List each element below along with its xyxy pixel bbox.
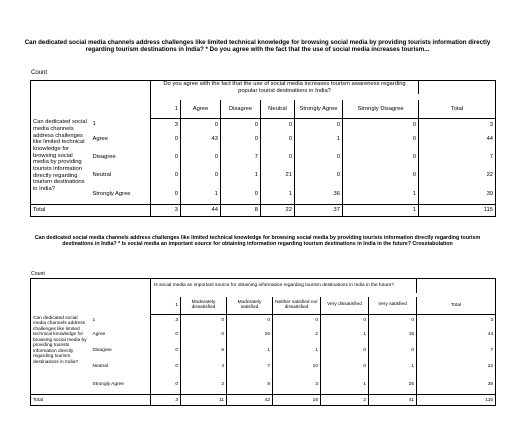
table1-row-variable-label: Can dedicated social media channels address challenges like limited technical knowledge for browsing social media by providing tourists information directly regarding tourism destinations in India?	[31, 118, 91, 204]
table2-column-header: Total	[417, 297, 496, 315]
table-cell: 7	[419, 148, 496, 166]
table2-column-variable-header: Is social media an important source for obtaining information regarding tourism destinations in India in the future?	[151, 279, 417, 293]
table-row	[31, 343, 496, 359]
table-cell: 0	[321, 359, 369, 375]
table-cell: 21	[261, 166, 295, 184]
table2-column-header: Very dissatisfied	[321, 297, 369, 315]
table-cell: 3	[151, 315, 181, 327]
table-row	[31, 359, 496, 375]
table-cell: 8	[221, 204, 261, 216]
table-cell: 2	[181, 375, 227, 395]
table-cell: 3	[419, 118, 496, 130]
table-cell: 44	[181, 204, 221, 216]
table2-column-header: Neither satisfied nor dissatisfied	[273, 297, 321, 315]
table-cell: 2	[273, 327, 321, 343]
row-category-label: Neutral	[91, 359, 151, 375]
table-cell: 0	[151, 327, 181, 343]
table-cell: 0	[261, 130, 295, 148]
table-cell: 0	[151, 166, 181, 184]
table-cell: 3	[151, 395, 181, 406]
table1-column-header: Agree	[181, 100, 221, 118]
table-cell: 0	[151, 130, 181, 148]
table-cell: 2	[321, 395, 369, 406]
table-cell: 3	[151, 204, 181, 216]
table-row	[31, 130, 496, 148]
table1-column-header: Strongly Disagree	[343, 100, 419, 118]
table1-column-header: Disagree	[221, 100, 261, 118]
table-row	[31, 327, 496, 343]
table-cell: 22	[261, 204, 295, 216]
table-cell: 0	[221, 118, 261, 130]
table1-count-label: Count	[31, 70, 48, 76]
table1-column-header: 1	[151, 100, 181, 118]
table2-column-header: Very satisfied	[369, 297, 417, 315]
table-cell: 0	[295, 148, 343, 166]
table-cell: 1	[343, 184, 419, 204]
table-cell: 1	[321, 327, 369, 343]
table-cell: 44	[419, 130, 496, 148]
table-cell: 39	[419, 184, 496, 204]
table-cell: 22	[417, 359, 496, 375]
table2-row-variable-label: Can dedicated social media channels address challenges like limited technical knowledge for browsing social media by providing tourists information directly regarding tourism destinations in India?	[31, 315, 91, 395]
table-cell: 1	[181, 184, 221, 204]
row-category-label: Strongly Agree	[91, 375, 151, 395]
table-cell: 0	[181, 315, 227, 327]
table-cell: 0	[221, 184, 261, 204]
table-cell: 5	[181, 343, 227, 359]
table-cell: 0	[295, 166, 343, 184]
table-row	[31, 148, 496, 166]
table-cell: 0	[273, 315, 321, 327]
table-cell: 7	[417, 343, 496, 359]
table-cell: 1	[295, 130, 343, 148]
row-category-label: Neutral	[91, 166, 151, 184]
table-cell: 7	[227, 359, 273, 375]
table1-column-variable-header: Do you agree with the fact that the use of social media increases tourism awareness regarding popular tourist destinations in India?	[151, 81, 419, 95]
table-total-row	[31, 395, 496, 406]
table-cell: 0	[321, 343, 369, 359]
table-cell: 0	[295, 118, 343, 130]
table-cell: 115	[417, 395, 496, 406]
row-category-label: Strongly Agree	[91, 184, 151, 204]
table-cell: 16	[273, 395, 321, 406]
crosstab-table-2	[30, 278, 496, 406]
table-cell: 0	[181, 166, 221, 184]
total-row-label: Total	[31, 395, 151, 406]
table1-column-header: Strongly Agree	[295, 100, 343, 118]
table-cell: 1	[343, 204, 419, 216]
table-cell: 0	[343, 130, 419, 148]
table-total-row	[31, 204, 496, 216]
table-cell: 3	[151, 118, 181, 130]
table-cell: 1	[369, 359, 417, 375]
table2-column-header: Moderately satisfied	[227, 297, 273, 315]
table-cell: 37	[295, 204, 343, 216]
table-cell: 0	[181, 148, 221, 166]
table-cell: 43	[181, 130, 221, 148]
row-category-label: Disagree	[91, 343, 151, 359]
table-cell: 0	[151, 375, 181, 395]
crosstab-table-1	[30, 80, 496, 217]
table-cell: 41	[369, 395, 417, 406]
table1-column-header: Neutral	[261, 100, 295, 118]
table-cell: 0	[181, 118, 221, 130]
table-cell: 0	[261, 148, 295, 166]
table-cell: 1	[227, 343, 273, 359]
table-row	[31, 118, 496, 130]
table-cell: 0	[321, 315, 369, 327]
table-cell: 39	[417, 375, 496, 395]
table-cell: 25	[369, 375, 417, 395]
row-category-label: 1	[91, 118, 151, 130]
row-category-label: Agree	[91, 130, 151, 148]
table-cell: 0	[151, 359, 181, 375]
table1-column-header: Total	[419, 100, 496, 118]
table-row	[31, 375, 496, 395]
table-cell: 10	[273, 359, 321, 375]
table-cell: 0	[261, 118, 295, 130]
table-cell: 44	[417, 327, 496, 343]
table-cell: 0	[181, 327, 227, 343]
table2-title: Can dedicated social media channels address challenges like limited technical knowledge for browsing social media by providing tourists information directly regarding tourism destinations in India? * Is social media an important source for obtaining information regarding tourism destinations in India in the future? Crosstabulation	[34, 235, 481, 248]
table-cell: 0	[221, 130, 261, 148]
table-cell: 22	[419, 166, 496, 184]
table-cell: 1	[221, 166, 261, 184]
table-cell: 0	[369, 315, 417, 327]
table-cell: 42	[227, 395, 273, 406]
table-cell: 3	[273, 375, 321, 395]
table-row	[31, 166, 496, 184]
table-cell: 11	[181, 395, 227, 406]
table-cell: 1	[321, 375, 369, 395]
table-row	[31, 315, 496, 327]
table-cell: 3	[417, 315, 496, 327]
table-cell: 0	[343, 118, 419, 130]
table-cell: 4	[181, 359, 227, 375]
table-cell: 1	[261, 184, 295, 204]
table-cell: 0	[151, 148, 181, 166]
table1-title: Can dedicated social media channels address challenges like limited technical knowledge for browsing social media by providing tourists information directly regarding tourism destinations in India? * Do you agree with the fact that the use of social media increases tourism...	[24, 39, 491, 54]
table-cell: 115	[419, 204, 496, 216]
table-cell: 8	[227, 375, 273, 395]
table2-count-label: Count	[31, 271, 45, 277]
row-category-label: Agree	[91, 327, 151, 343]
table-cell: 15	[369, 327, 417, 343]
table-cell: 26	[227, 327, 273, 343]
row-category-label: 1	[91, 315, 151, 327]
table-cell: 0	[369, 343, 417, 359]
table-cell: 0	[151, 184, 181, 204]
table2-column-header: Moderately dissatisfied	[181, 297, 227, 315]
table-cell: 0	[343, 166, 419, 184]
table-cell: 0	[343, 148, 419, 166]
row-category-label: Disagree	[91, 148, 151, 166]
table-cell: 7	[221, 148, 261, 166]
table-cell: 0	[227, 315, 273, 327]
table-cell: 1	[273, 343, 321, 359]
table-cell: 36	[295, 184, 343, 204]
total-row-label: Total	[31, 204, 151, 216]
table-row	[31, 184, 496, 204]
table2-column-header: 1	[151, 297, 181, 315]
table-cell: 0	[151, 343, 181, 359]
